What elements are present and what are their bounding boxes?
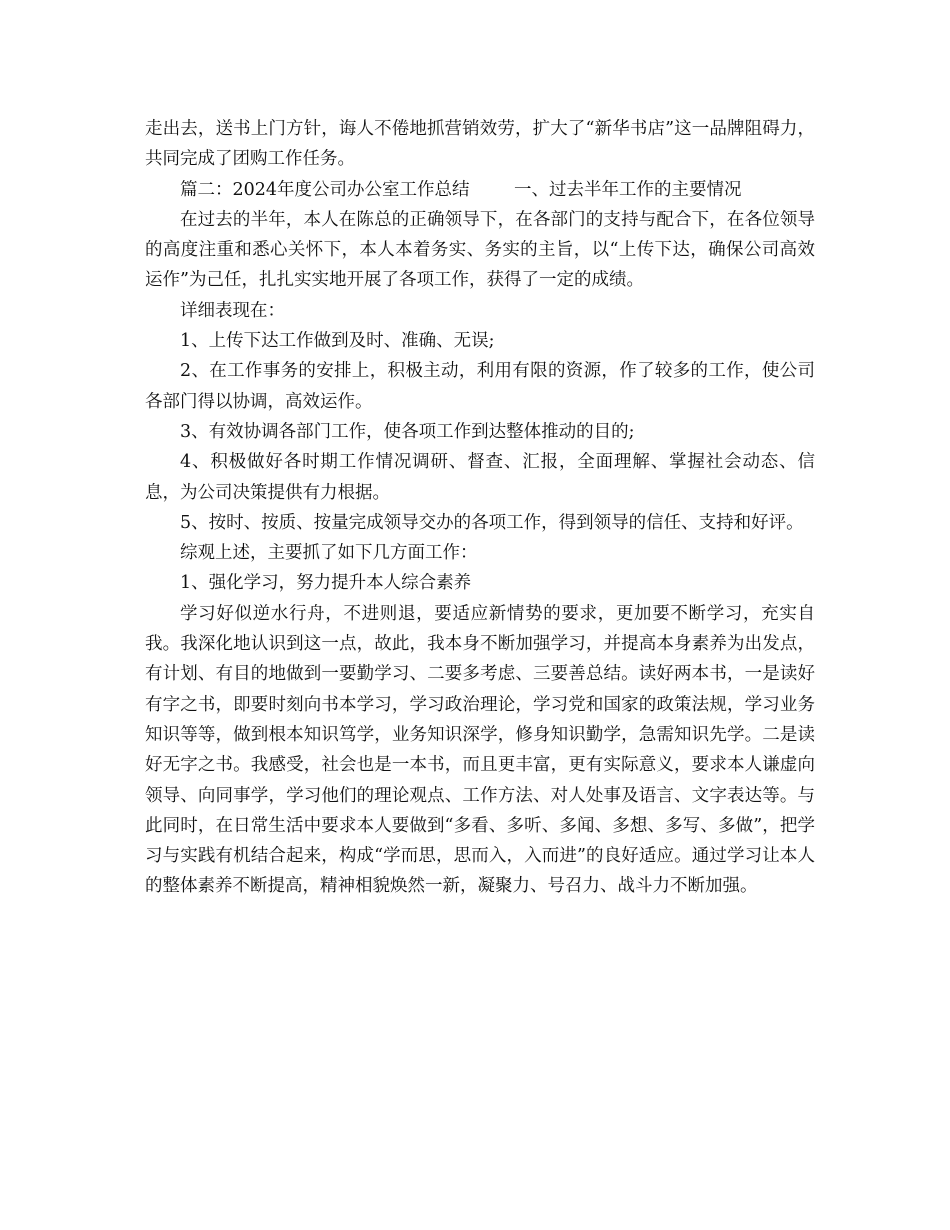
paragraph-intro-continued: 走出去，送书上门方针，诲人不倦地抓营销效劳，扩大了“新华书店”这一品牌阻碍力，共同完成了团购工作任务。 (145, 119, 815, 170)
paragraph-details-intro: 详细表现在： (180, 300, 285, 321)
list-item-1: 1、上传下达工作做到及时、准确、无误; (180, 331, 495, 352)
list-item-3: 3、有效协调各部门工作，使各项工作到达整体推动的目的; (180, 421, 635, 442)
document-body (145, 114, 815, 902)
subheading-study: 1、强化学习，努力提升本人综合素养 (180, 573, 472, 594)
list-item-2: 2、在工作事务的安排上，积极主动，利用有限的资源，作了较多的工作，使公司各部门得以协调，高效运作。 (145, 361, 815, 412)
list-item-4: 4、积极做好各时期工作情况调研、督查、汇报，全面理解、掌握社会动态、信息，为公司决策提供有力根据。 (145, 452, 815, 503)
list-item-5: 5、按时、按质、按量完成领导交办的各项工作，得到领导的信任、支持和好评。 (180, 512, 804, 533)
paragraph-overview: 在过去的半年，本人在陈总的正确领导下，在各部门的支持与配合下，在各位领导的高度注重和悉心关怀下，本人本着务实、务实的主旨，以“上传下达，确保公司高效运作”为己任，扎扎实实地开展了各项工作，获得了一定的成绩。 (145, 209, 815, 291)
section-heading: 篇二：2024年度公司办公室工作总结 一、过去半年工作的主要情况 (180, 179, 742, 200)
paragraph-study: 学习好似逆水行舟，不进则退，要适应新情势的要求，更加要不断学习，充实自我。我深化地认识到这一点，故此，我本身不断加强学习，并提高本身素养为出发点，有计划、有目的地做到一要勤学习、二要多考虑、三要善总结。读好两本书，一是读好有字之书，即要时刻向书本学习，学习政治理论，学习党和国家的政策法规，学习业务知识等等，做到根本知识笃学，业务知识深学，修身知识勤学，急需知识先学。二是读好无字之书。我感受，社会也是一本书，而且更丰富，更有实际意义，要求本人谦虚向领导、向同事学，学习他们的理论观点、工作方法、对人处事及语言、文字表达等。与此同时，在日常生活中要求本人要做到“多看、多听、多闻、多想、多写、多做”，把学习与实践有机结合起来，构成“学而思，思而入，入而进”的良好适应。通过学习让本人的整体素养不断提高，精神相貌焕然一新，凝聚力、号召力、战斗力不断加强。 (145, 603, 815, 897)
paragraph-summary-intro: 综观上述，主要抓了如下几方面工作： (180, 543, 478, 564)
